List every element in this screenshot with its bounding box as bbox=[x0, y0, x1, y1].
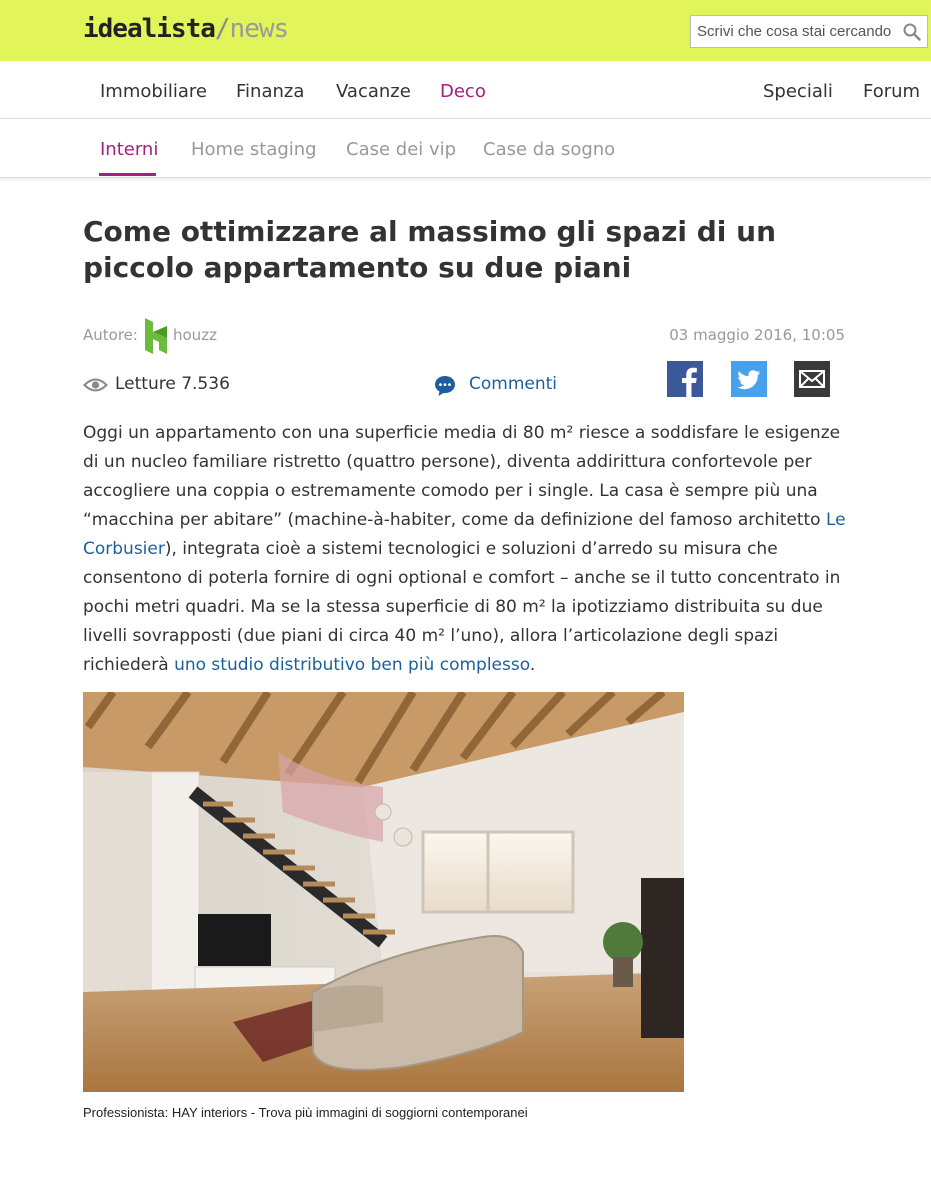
nav-deco[interactable]: Deco bbox=[440, 81, 486, 102]
author-label: Autore: bbox=[83, 326, 138, 344]
nav-finanza[interactable]: Finanza bbox=[236, 81, 305, 102]
facebook-icon[interactable] bbox=[667, 361, 703, 397]
subnav-case-dei-vip[interactable]: Case dei vip bbox=[346, 139, 457, 160]
email-icon[interactable] bbox=[794, 361, 830, 397]
photo-caption: Professionista: HAY interiors - Trova più immagini di soggiorni contemporanei bbox=[83, 1105, 528, 1120]
subnav-interni[interactable]: Interni bbox=[100, 139, 159, 160]
article-body: Oggi un appartamento con una superficie media di 80 m² riesce a soddisfare le esigenze di un nucleo familiare ristretto (quattro persone), diventa addirittura confortevole per accogliere una coppia o estremamente comodo per i single. La casa è sempre più una “macchina per abitare” (machine-à-habiter, come da definizione del famoso architetto Le Corbusier), integrata cioè a sistemi tecnologici e soluzioni d’arredo su misura che consentono di poterla fornire di ogni optional e comfort – anche se il tutto concentrato in pochi metri quadri. Ma se la stessa superficie di 80 m² la ipotizziamo distribuita su due livelli sovrapposti (due piani di circa 40 m² l’uno), allora l’articolazione degli spazi richiederà uno studio distributivo ben più complesso. bbox=[83, 423, 846, 675]
nav-speciali[interactable]: Speciali bbox=[763, 81, 833, 102]
subnav-case-da-sogno[interactable]: Case da sogno bbox=[483, 139, 616, 160]
active-tab-indicator bbox=[99, 173, 156, 176]
comments-link[interactable]: Commenti bbox=[469, 374, 558, 394]
reads-count: Letture 7.536 bbox=[115, 374, 230, 394]
article-title: Come ottimizzare al massimo gli spazi di un piccolo appartamento su due piani bbox=[83, 215, 776, 284]
le-corbusier-link[interactable]: Le Corbusier bbox=[83, 510, 846, 559]
author-name[interactable]: houzz bbox=[173, 326, 217, 344]
eye-icon bbox=[83, 375, 108, 395]
search-input[interactable] bbox=[697, 20, 903, 42]
living-room-photo bbox=[83, 692, 684, 1092]
publish-date: 03 maggio 2016, 10:05 bbox=[669, 326, 845, 344]
subnav-home-staging[interactable]: Home staging bbox=[191, 139, 317, 160]
studio-distributivo-link[interactable]: uno studio distributivo ben più complesso bbox=[174, 655, 530, 675]
professional-link[interactable]: HAY interiors bbox=[171, 1105, 248, 1120]
site-logo[interactable]: idealista/news bbox=[83, 14, 289, 44]
twitter-icon[interactable] bbox=[731, 361, 767, 397]
search-box[interactable] bbox=[690, 15, 928, 48]
comment-bubble-icon[interactable] bbox=[434, 375, 456, 397]
nav-immobiliare[interactable]: Immobiliare bbox=[100, 81, 207, 102]
nav-forum[interactable]: Forum bbox=[863, 81, 921, 102]
search-icon[interactable] bbox=[902, 22, 922, 42]
primary-nav bbox=[0, 61, 931, 119]
nav-vacanze[interactable]: Vacanze bbox=[336, 81, 411, 102]
secondary-nav bbox=[0, 119, 931, 178]
header-bar bbox=[0, 0, 931, 61]
houzz-logo-icon[interactable] bbox=[145, 318, 167, 354]
more-images-link[interactable]: Trova più immagini di soggiorni contemporanei bbox=[258, 1105, 528, 1120]
